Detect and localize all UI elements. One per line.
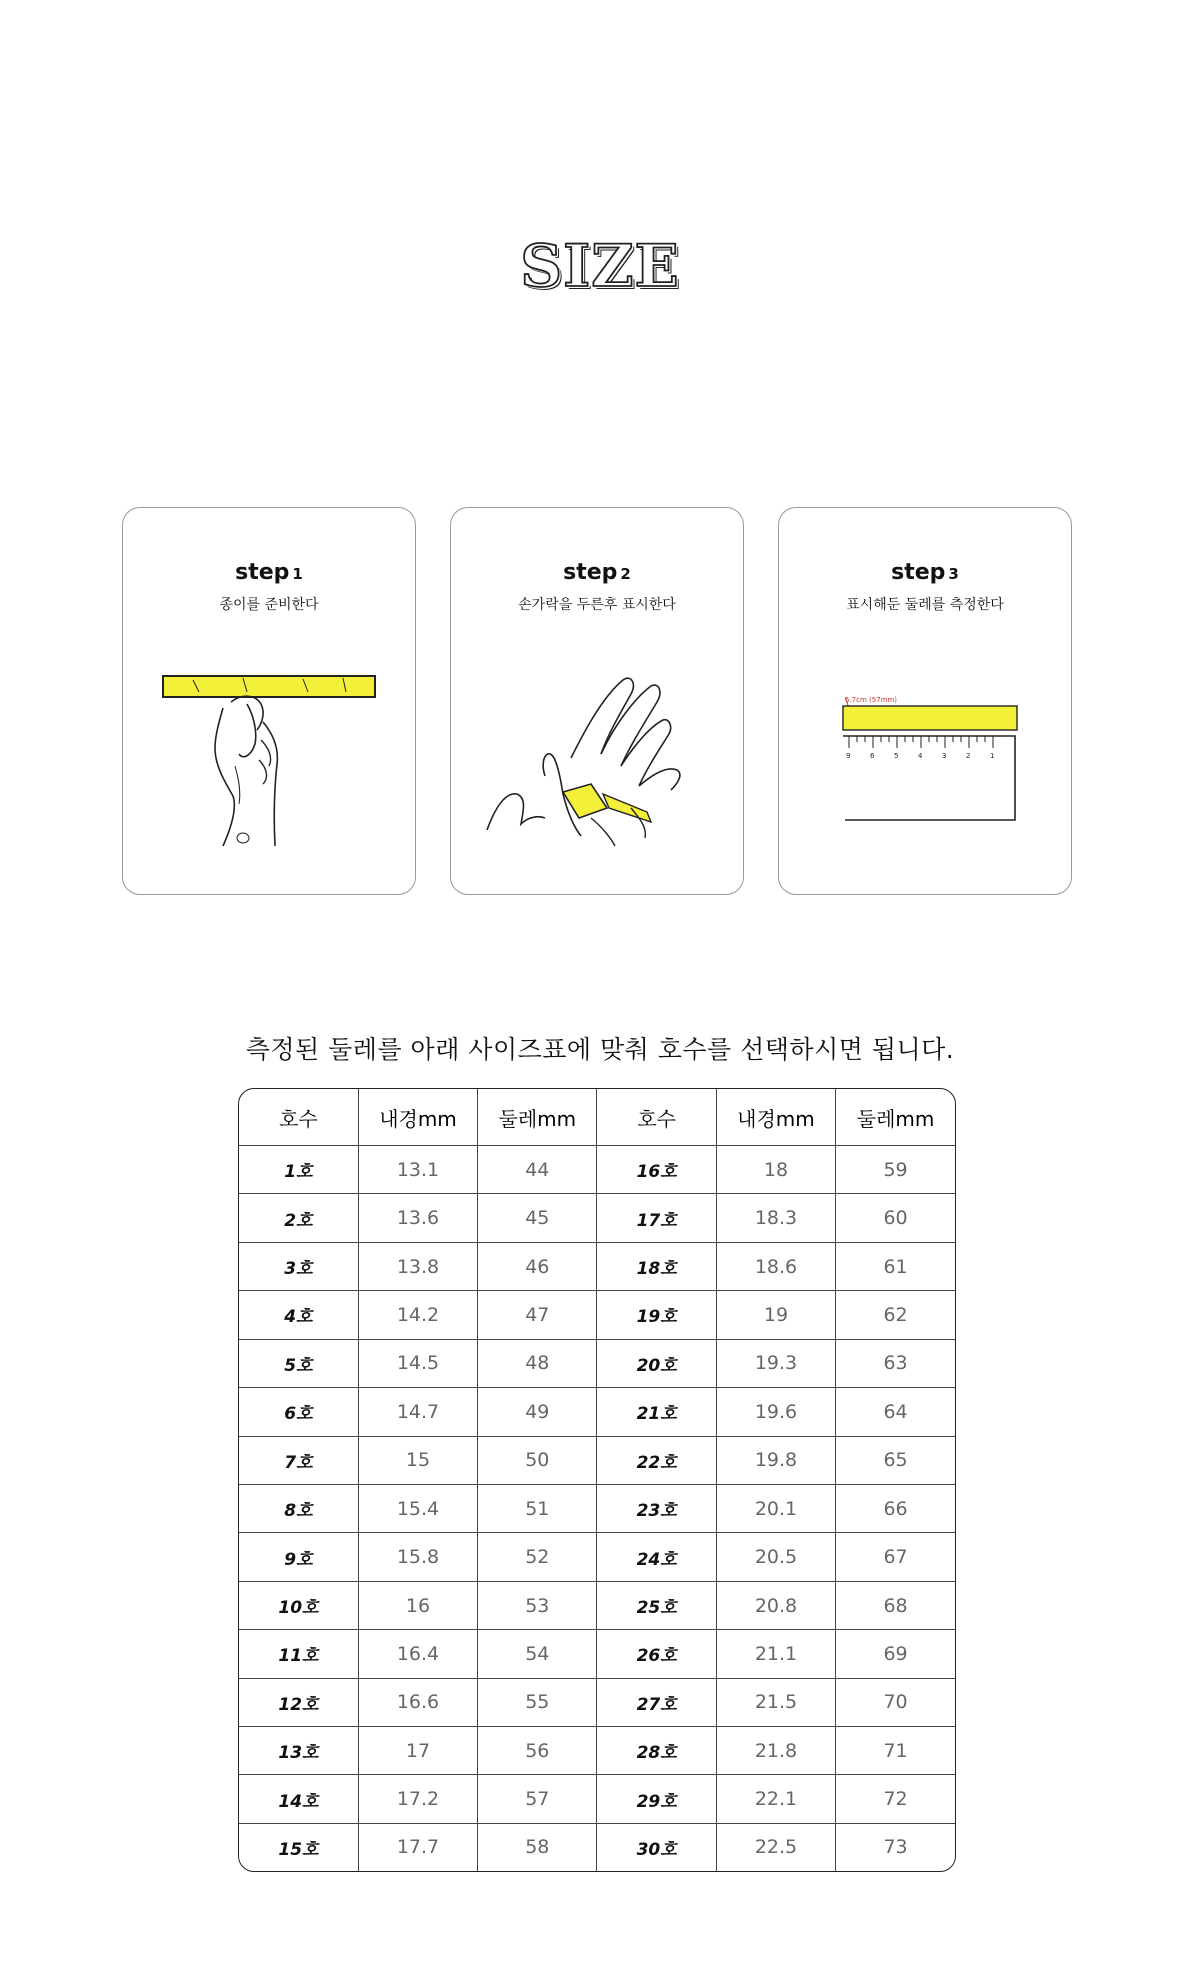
size-cell: 14호 (239, 1775, 358, 1823)
table-row (239, 1484, 955, 1532)
column-header: 둘레mm (836, 1089, 955, 1146)
measure-cell: 14.7 (358, 1388, 477, 1436)
size-table (238, 1088, 956, 1872)
size-cell: 8호 (239, 1484, 358, 1532)
size-cell: 20호 (597, 1339, 716, 1387)
step-1-card (122, 507, 416, 895)
measure-cell: 18 (716, 1146, 835, 1194)
ruler-annotation: 5.7cm (57mm) (845, 696, 898, 704)
measure-cell: 21.1 (716, 1630, 835, 1678)
measure-cell: 19.3 (716, 1339, 835, 1387)
measure-cell: 16.6 (358, 1678, 477, 1726)
table-row (239, 1291, 955, 1339)
ruler-number: 6 (870, 752, 875, 760)
size-cell: 16호 (597, 1146, 716, 1194)
measure-cell: 16.4 (358, 1630, 477, 1678)
ruler-number: 4 (918, 752, 923, 760)
size-cell: 3호 (239, 1242, 358, 1290)
measure-cell: 46 (478, 1242, 597, 1290)
table-row (239, 1775, 955, 1823)
ruler-number: 1 (990, 752, 995, 760)
measure-cell: 17 (358, 1727, 477, 1775)
measure-cell: 13.1 (358, 1146, 477, 1194)
column-header: 호수 (239, 1089, 358, 1146)
step-3-description: 표시해둔 둘레를 측정한다 (846, 597, 1004, 613)
measure-cell: 68 (836, 1581, 955, 1629)
measure-cell: 70 (836, 1678, 955, 1726)
step-3-title: step 3 (891, 560, 959, 585)
measure-cell: 20.5 (716, 1533, 835, 1581)
column-header: 호수 (597, 1089, 716, 1146)
measure-cell: 55 (478, 1678, 597, 1726)
measure-cell: 14.5 (358, 1339, 477, 1387)
table-row (239, 1630, 955, 1678)
ruler-number: 2 (966, 752, 971, 760)
size-cell: 11호 (239, 1630, 358, 1678)
size-cell: 15호 (239, 1823, 358, 1871)
measure-cell: 71 (836, 1727, 955, 1775)
ruler-number: 5 (894, 752, 899, 760)
size-cell: 12호 (239, 1678, 358, 1726)
step-2-card (450, 507, 744, 895)
measure-cell: 44 (478, 1146, 597, 1194)
size-cell: 17호 (597, 1194, 716, 1242)
table-row (239, 1146, 955, 1194)
measure-cell: 56 (478, 1727, 597, 1775)
measure-cell: 52 (478, 1533, 597, 1581)
step-1-description: 종이를 준비한다 (219, 597, 319, 613)
measure-cell: 21.5 (716, 1678, 835, 1726)
size-cell: 22호 (597, 1436, 716, 1484)
measure-cell: 15.4 (358, 1484, 477, 1532)
measure-cell: 13.6 (358, 1194, 477, 1242)
measure-cell: 15.8 (358, 1533, 477, 1581)
size-cell: 27호 (597, 1678, 716, 1726)
measurement-steps (0, 507, 1200, 897)
step-1-title: step 1 (235, 560, 303, 585)
size-cell: 19호 (597, 1291, 716, 1339)
size-cell: 24호 (597, 1533, 716, 1581)
size-cell: 2호 (239, 1194, 358, 1242)
table-row (239, 1194, 955, 1242)
size-chart (239, 1089, 955, 1871)
table-row (239, 1727, 955, 1775)
column-header: 둘레mm (478, 1089, 597, 1146)
table-row (239, 1533, 955, 1581)
measure-cell: 58 (478, 1823, 597, 1871)
step-2-description: 손가락을 두른후 표시한다 (518, 597, 676, 613)
measure-cell: 20.1 (716, 1484, 835, 1532)
measure-cell: 18.6 (716, 1242, 835, 1290)
finger-wrap-illustration (451, 508, 745, 896)
measure-cell: 69 (836, 1630, 955, 1678)
measure-cell: 17.7 (358, 1823, 477, 1871)
measure-cell: 19.8 (716, 1436, 835, 1484)
measure-cell: 48 (478, 1339, 597, 1387)
column-header: 내경mm (358, 1089, 477, 1146)
size-cell: 6호 (239, 1388, 358, 1436)
size-cell: 30호 (597, 1823, 716, 1871)
size-cell: 13호 (239, 1727, 358, 1775)
table-row (239, 1678, 955, 1726)
table-row (239, 1242, 955, 1290)
measure-cell: 20.8 (716, 1581, 835, 1629)
size-cell: 23호 (597, 1484, 716, 1532)
table-row (239, 1388, 955, 1436)
size-cell: 29호 (597, 1775, 716, 1823)
size-cell: 4호 (239, 1291, 358, 1339)
instruction-text: 측정된 둘레를 아래 사이즈표에 맞춰 호수를 선택하시면 됩니다. (245, 1035, 955, 1064)
measure-cell: 72 (836, 1775, 955, 1823)
ruler-number: 3 (942, 752, 947, 760)
measure-cell: 67 (836, 1533, 955, 1581)
measure-cell: 53 (478, 1581, 597, 1629)
measure-cell: 63 (836, 1339, 955, 1387)
measure-cell: 16 (358, 1581, 477, 1629)
step-2-title: step 2 (563, 560, 631, 585)
measure-cell: 54 (478, 1630, 597, 1678)
size-cell: 18호 (597, 1242, 716, 1290)
paper-strip-hand-illustration (123, 508, 417, 896)
measure-cell: 64 (836, 1388, 955, 1436)
measure-cell: 17.2 (358, 1775, 477, 1823)
table-row (239, 1436, 955, 1484)
measure-cell: 49 (478, 1388, 597, 1436)
ruler-number: 9 (846, 752, 851, 760)
measure-cell: 19.6 (716, 1388, 835, 1436)
measure-cell: 14.2 (358, 1291, 477, 1339)
table-row (239, 1339, 955, 1387)
measure-cell: 45 (478, 1194, 597, 1242)
measure-cell: 60 (836, 1194, 955, 1242)
measure-cell: 22.1 (716, 1775, 835, 1823)
measure-cell: 51 (478, 1484, 597, 1532)
step-3-card (778, 507, 1072, 895)
measure-cell: 15 (358, 1436, 477, 1484)
page-title: SIZE (520, 232, 680, 300)
measure-cell: 57 (478, 1775, 597, 1823)
measure-cell: 21.8 (716, 1727, 835, 1775)
ruler-measure-illustration (779, 508, 1073, 896)
size-cell: 25호 (597, 1581, 716, 1629)
measure-cell: 19 (716, 1291, 835, 1339)
measure-cell: 73 (883, 1836, 908, 1859)
measure-cell: 59 (836, 1146, 955, 1194)
measure-cell: 22.5 (716, 1823, 835, 1871)
size-cell: 28호 (597, 1727, 716, 1775)
measure-cell: 13.8 (358, 1242, 477, 1290)
size-cell: 5호 (239, 1339, 358, 1387)
size-cell: 10호 (239, 1581, 358, 1629)
measure-cell: 47 (478, 1291, 597, 1339)
size-cell: 26호 (597, 1630, 716, 1678)
measure-cell: 62 (836, 1291, 955, 1339)
table-row (239, 1823, 955, 1871)
size-cell: 9호 (239, 1533, 358, 1581)
column-header: 내경mm (716, 1089, 835, 1146)
size-cell: 1호 (239, 1146, 358, 1194)
measure-cell: 18.3 (716, 1194, 835, 1242)
measure-cell: 61 (836, 1242, 955, 1290)
measure-cell: 50 (478, 1436, 597, 1484)
table-header-row (239, 1089, 955, 1146)
size-cell: 7호 (239, 1436, 358, 1484)
size-cell: 21호 (597, 1388, 716, 1436)
measure-cell: 65 (836, 1436, 955, 1484)
table-row (239, 1581, 955, 1629)
measure-cell: 66 (836, 1484, 955, 1532)
